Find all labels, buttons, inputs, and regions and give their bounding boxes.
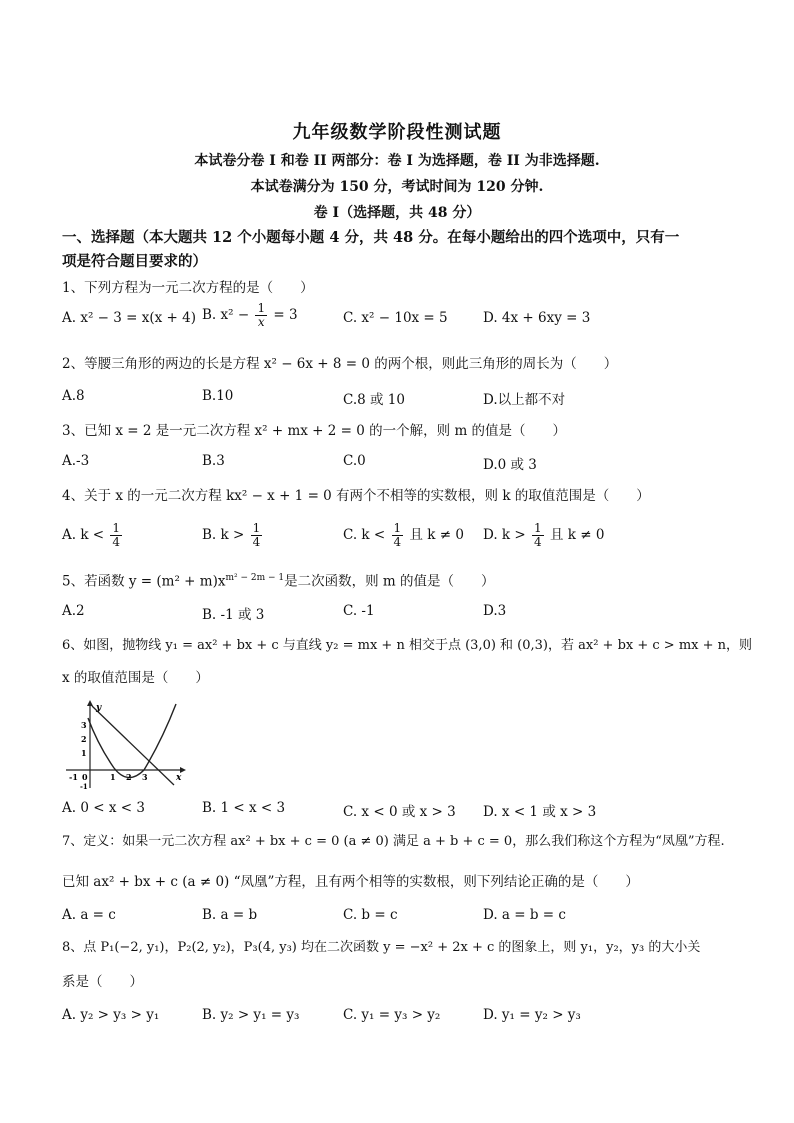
q6-option-d: D. x < 1 或 x > 3 — [483, 804, 597, 820]
q2-option-a: A.8 — [62, 388, 85, 404]
graph-tick-x-3: 3 — [142, 772, 148, 782]
q7-option-a: A. a = c — [62, 907, 116, 923]
section-heading-line-2: 项是符合题目要求的） — [62, 253, 207, 270]
q3-option-b: B.3 — [202, 453, 225, 469]
graph-tick-y-neg1: -1 — [80, 782, 88, 790]
question-8-stem-line-1: 8、点 P₁(−2, y₁)，P₂(2, y₂)，P₃(4, y₃) 均在二次函数 y = −x² + 2x + c 的图象上，则 y₁，y₂，y₃ 的大小关 — [62, 940, 701, 955]
question-6-options — [62, 800, 752, 822]
q7-option-c: C. b = c — [343, 907, 398, 923]
question-7-stem-line-2: 已知 ax² + bx + c (a ≠ 0) “凤凰”方程，且有两个相等的实数根，则下列结论正确的是（ ） — [62, 874, 639, 890]
y-axis-arrow — [87, 700, 93, 706]
graph-tick-x-1: 1 — [110, 772, 116, 782]
q5-exponent: m² − 2m − 1 — [225, 573, 285, 583]
question-3-stem: 3、已知 x = 2 是一元二次方程 x² + mx + 2 = 0 的一个解，则 m 的值是（ ） — [62, 423, 567, 439]
q8-option-a: A. y₂ > y₃ > y₁ — [62, 1007, 160, 1023]
q7-option-d: D. a = b = c — [483, 907, 566, 923]
q5-option-b: B. -1 或 3 — [202, 607, 265, 623]
q3-option-c: C.0 — [343, 453, 366, 469]
question-8-options — [62, 1007, 752, 1029]
question-7-stem-line-1: 7、定义：如果一元二次方程 ax² + bx + c = 0 (a ≠ 0) 满足 a + b + c = 0，那么我们称这个方程为“凤凰”方程. — [62, 834, 725, 849]
q5-option-d: D.3 — [483, 603, 507, 619]
q8-option-b: B. y₂ > y₁ = y₃ — [202, 1007, 300, 1023]
graph-label-y: y — [96, 703, 102, 713]
q1-option-c: C. x² − 10x = 5 — [343, 310, 448, 326]
question-1-stem: 1、下列方程为一元二次方程的是（ ） — [62, 280, 314, 296]
paper-one-heading: 卷 I（选择题，共 48 分） — [313, 205, 481, 221]
parabola-line-graph — [62, 700, 186, 790]
question-1-options — [62, 301, 752, 332]
page-title: 九年级数学阶段性测试题 — [292, 122, 502, 143]
question-3-options — [62, 453, 752, 475]
graph-tick-x-2: 2 — [126, 772, 132, 782]
q1-option-b: B. x² − $\frac{1}{x}$ = 3 — [202, 301, 298, 329]
question-6-stem-line-1: 6、如图，抛物线 y₁ = ax² + bx + c 与直线 y₂ = mx + n 相交于点 (3,0) 和 (0,3)，若 ax² + bx + c > mx + n，则 — [62, 638, 753, 653]
question-6-stem-line-2: x 的取值范围是（ ） — [62, 670, 209, 686]
question-2-options — [62, 388, 752, 410]
q8-option-c: C. y₁ = y₃ > y₂ — [343, 1007, 441, 1023]
question-7-options — [62, 907, 752, 929]
q8-option-d: D. y₁ = y₂ > y₃ — [483, 1007, 581, 1023]
q6-option-a: A. 0 < x < 3 — [62, 800, 145, 816]
q4-option-a: A. k < $\frac{1}{4}$ — [62, 521, 121, 549]
q4-option-c: C. k < $\frac{1}{4}$ 且 k ≠ 0 — [343, 521, 464, 549]
q3-option-a: A.-3 — [62, 453, 90, 469]
graph-tick-y-1: 1 — [81, 748, 87, 758]
question-4-stem: 4、关于 x 的一元二次方程 kx² − x + 1 = 0 有两个不相等的实数根，则 k 的取值范围是（ ） — [62, 488, 650, 504]
q5-option-a: A.2 — [62, 603, 85, 619]
question-8-stem-line-2: 系是（ ） — [62, 974, 143, 990]
q2-option-b: B.10 — [202, 388, 234, 404]
section-heading — [62, 226, 742, 274]
question-2-stem: 2、等腰三角形的两边的长是方程 x² − 6x + 8 = 0 的两个根，则此三角形的周长为（ ） — [62, 356, 618, 372]
q3-option-d: D.0 或 3 — [483, 457, 537, 473]
q6-option-b: B. 1 < x < 3 — [202, 800, 286, 816]
graph-tick-y-2: 2 — [81, 734, 87, 744]
q2-option-d: D.以上都不对 — [483, 392, 566, 408]
q1-option-b-fraction: $\frac{1}{x}$ — [257, 301, 266, 329]
q1-option-a: A. x² − 3 = x(x + 4) — [62, 310, 196, 326]
line-y2 — [92, 706, 174, 785]
instruction-line-1: 本试卷分卷 I 和卷 II 两部分：卷 I 为选择题，卷 II 为非选择题. — [194, 153, 600, 169]
instruction-line-2: 本试卷满分为 150 分，考试时间为 120 分钟. — [250, 179, 544, 195]
graph-tick-y-3: 3 — [81, 720, 87, 730]
question-5-options — [62, 603, 752, 625]
graph-label-x: x — [176, 773, 182, 783]
q5-option-c: C. -1 — [343, 603, 375, 619]
graph-origin: 0 — [82, 772, 88, 782]
q1-option-d: D. 4x + 6xy = 3 — [483, 310, 591, 326]
q6-option-c: C. x < 0 或 x > 3 — [343, 804, 456, 820]
q2-option-c: C.8 或 10 — [343, 392, 405, 408]
question-5-stem: 5、若函数 $y = (m^2 + m)x^{m^2 - 2m - 1}$是二次函数，则 m 的值是（ ） — [62, 573, 495, 590]
q4-option-d: D. k > $\frac{1}{4}$ 且 k ≠ 0 — [483, 521, 605, 549]
section-heading-line-1: 一、选择题（本大题共 12 个小题每小题 4 分，共 48 分。在每小题给出的四个选项中，只有一 — [62, 229, 680, 246]
q4-option-b: B. k > $\frac{1}{4}$ — [202, 521, 261, 549]
graph-tick-x-neg1: -1 — [69, 772, 78, 782]
q7-option-b: B. a = b — [202, 907, 258, 923]
question-4-options — [62, 522, 752, 552]
